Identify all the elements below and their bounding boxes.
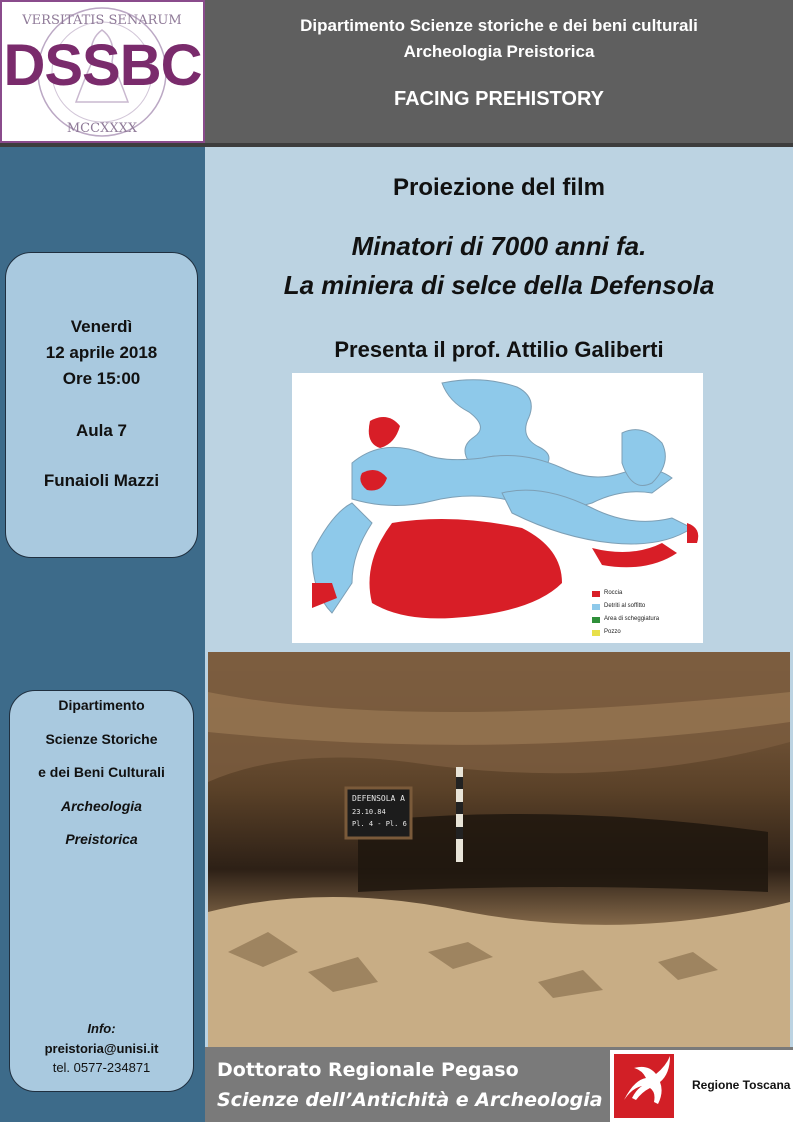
pegasus-icon — [610, 1050, 685, 1122]
department-info-box — [9, 690, 194, 1092]
mine-cave-photo — [208, 652, 790, 1047]
partner-name: Regione Toscana — [692, 1078, 791, 1092]
dept-line-4: Archeologia — [61, 798, 142, 814]
map-legend-label-3: Pozzo — [604, 629, 621, 635]
logo-text: DSSBC — [3, 33, 202, 98]
dept-line-3: e dei Beni Culturali — [38, 764, 165, 780]
header-bar — [205, 0, 793, 143]
sign-line-2: 23.10.84 — [352, 808, 386, 816]
film-title-line-1: Minatori di 7000 anni fa. — [351, 231, 647, 261]
event-details-box — [5, 252, 198, 558]
university-logo — [0, 0, 205, 143]
event-day: Venerdì — [70, 317, 133, 336]
header-department: Dipartimento Scienze storiche e dei beni culturali — [300, 16, 698, 35]
dept-line-1: Dipartimento — [58, 697, 145, 713]
map-legend-label-2: Area di scheggiatura — [604, 616, 660, 622]
svg-text:VERSITATIS SENARUM: VERSITATIS SENARUM — [22, 13, 182, 28]
header-section: Archeologia Preistorica — [403, 42, 595, 61]
footer-program: Scienze dell’Antichità e Archeologia — [217, 1089, 603, 1111]
film-screening-heading: Proiezione del film — [392, 174, 606, 201]
dept-line-2: Scienze Storiche — [45, 731, 158, 747]
footer-doctorate: Dottorato Regionale Pegaso — [217, 1059, 519, 1081]
event-room: Aula 7 — [75, 421, 128, 440]
presenter-line: Presenta il prof. Attilio Galiberti — [334, 337, 664, 362]
sign-line-1: DEFENSOLA A — [352, 794, 405, 803]
header-series-title: FACING PREHISTORY — [393, 88, 605, 110]
event-time: Ore 15:00 — [62, 369, 141, 388]
event-date: 12 aprile 2018 — [45, 343, 158, 362]
sign-line-3: Pl. 4 - Pl. 6 — [352, 820, 407, 828]
contact-phone: tel. 0577-234871 — [52, 1060, 151, 1075]
svg-text:MCCXXXX: MCCXXXX — [66, 121, 138, 136]
contact-email[interactable]: preistoria@unisi.it — [44, 1041, 159, 1056]
event-building: Funaioli Mazzi — [43, 471, 160, 490]
mine-map-image — [292, 373, 703, 643]
film-title-line-2: La miniera di selce della Defensola — [283, 270, 715, 300]
cave-photo-drawing — [208, 652, 790, 1047]
dept-line-5: Preistorica — [65, 831, 138, 847]
regione-toscana-logo — [610, 1050, 793, 1122]
map-legend-label-1: Detriti al soffitto — [604, 603, 646, 609]
map-legend-label-0: Roccia — [604, 590, 623, 596]
info-label: Info: — [87, 1021, 116, 1036]
